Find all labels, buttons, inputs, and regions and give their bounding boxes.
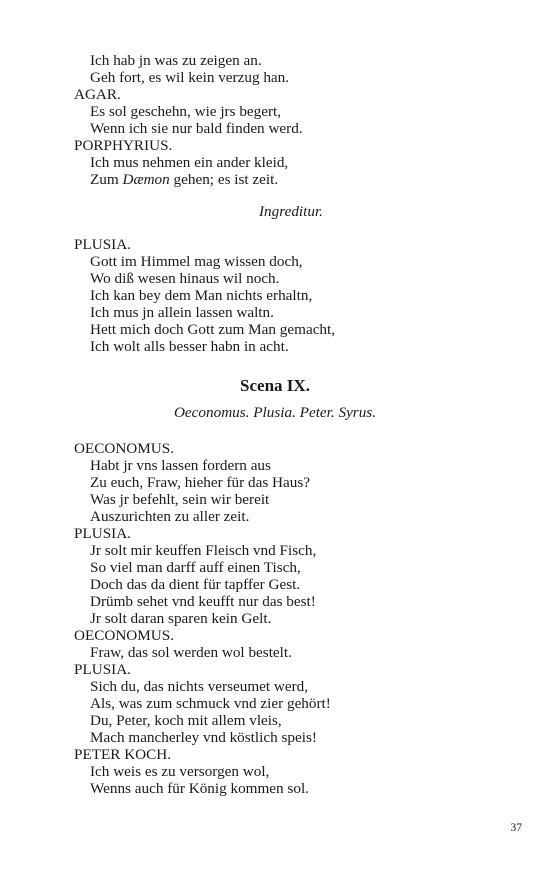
verse-line: Zu euch, Fraw, hieher für das Haus? xyxy=(90,474,310,491)
verse-line: Ich mus jn allein lassen waltn. xyxy=(90,304,274,321)
speaker-name: PLUSIA. xyxy=(74,525,131,542)
stage-direction: Ingreditur. xyxy=(259,203,323,220)
dialogue-block-1 xyxy=(74,52,494,188)
verse-line: Wo diß wesen hinaus wil noch. xyxy=(90,270,280,287)
speaker-name: OECONOMUS. xyxy=(74,627,174,644)
verse-line: Ich mus nehmen ein ander kleid, xyxy=(90,154,289,171)
verse-line: Sich du, das nichts verseumet werd, xyxy=(90,678,309,695)
italic-word: Dæmon xyxy=(122,171,170,188)
verse-text: gehen; es ist zeit. xyxy=(169,171,279,188)
page-number: 37 xyxy=(510,822,522,834)
verse-line: Was jr befehlt, sein wir bereit xyxy=(90,491,270,508)
verse-text: Zum xyxy=(90,171,123,188)
dialogue-block-3 xyxy=(74,440,494,797)
verse-line: Du, Peter, koch mit allem vleis, xyxy=(90,712,282,729)
verse-line: Ich wolt alls besser habn in acht. xyxy=(90,338,289,355)
speaker-name: PLUSIA. xyxy=(74,236,131,253)
verse-line: Gott im Himmel mag wissen doch, xyxy=(90,253,303,270)
verse-line: Geh fort, es wil kein verzug han. xyxy=(90,69,290,86)
verse-line: Fraw, das sol werden wol bestelt. xyxy=(90,644,292,661)
verse-line: Drümb sehet vnd keufft nur das best! xyxy=(90,593,316,610)
verse-line: Jr solt mir keuffen Fleisch vnd Fisch, xyxy=(90,542,317,559)
verse-line: Ich hab jn was zu zeigen an. xyxy=(90,52,262,69)
verse-line: Wenns auch für König kommen sol. xyxy=(90,780,309,797)
verse-line: Habt jr vns lassen fordern aus xyxy=(90,457,271,474)
verse-line: Wenn ich sie nur bald finden werd. xyxy=(90,120,303,137)
verse-line: Auszurichten zu aller zeit. xyxy=(90,508,250,525)
verse-line: Mach mancherley vnd köstlich speis! xyxy=(90,729,317,746)
dialogue-block-2 xyxy=(74,236,494,355)
speaker-name: PETER KOCH. xyxy=(74,746,172,763)
verse-line: Als, was zum schmuck vnd zier gehört! xyxy=(90,695,331,712)
verse-line: Es sol geschehn, wie jrs begert, xyxy=(90,103,282,120)
scene-characters: Oeconomus. Plusia. Peter. Syrus. xyxy=(173,404,377,421)
verse-line: So viel man darff auff einen Tisch, xyxy=(90,559,301,576)
verse-line: Ich weis es zu versorgen wol, xyxy=(90,763,270,780)
speaker-name: PLUSIA. xyxy=(74,661,131,678)
speaker-name: AGAR. xyxy=(74,86,121,103)
verse-line: Ich kan bey dem Man nichts erhaltn, xyxy=(90,287,313,304)
verse-line: Hett mich doch Gott zum Man gemacht, xyxy=(90,321,336,338)
verse-line-daemon xyxy=(74,171,494,188)
scene-title: Scena IX. xyxy=(240,376,310,395)
verse-line: Jr solt daran sparen kein Gelt. xyxy=(90,610,272,627)
speaker-name: PORPHYRIUS. xyxy=(74,137,173,154)
verse-line: Doch das da dient für tapffer Gest. xyxy=(90,576,301,593)
speaker-name: OECONOMUS. xyxy=(74,440,174,457)
